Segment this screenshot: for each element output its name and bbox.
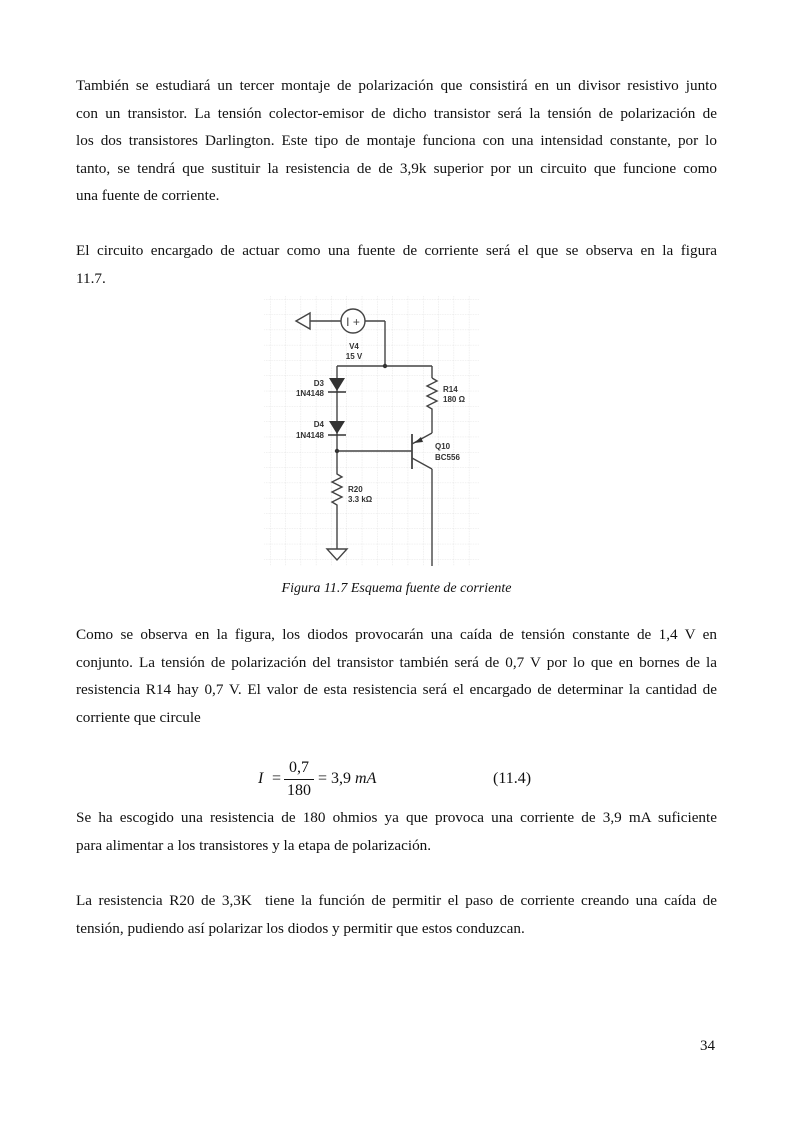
svg-text:D3: D3 (313, 379, 324, 388)
text-line: resistencia R14 hay 0,7 V. El valor de esta resistencia será el encargado de determinar la cantidad de (76, 681, 717, 698)
current-source-icon (341, 309, 365, 333)
equation-numerator: 0,7 (289, 759, 309, 776)
svg-text:I +: I + (346, 315, 360, 329)
equation-number: (11.4) (493, 770, 532, 787)
equation-denominator: 180 (287, 782, 311, 799)
equation-fraction (284, 758, 314, 801)
text-line: También se estudiará un tercer montaje de polarización que consistirá en un divisor resistivo junto (76, 77, 717, 94)
text-line: Se ha escogido una resistencia de 180 ohmios ya que provoca una corriente de 3,9 mA suficiente (76, 809, 717, 826)
paragraph-r20 (76, 887, 717, 942)
figure-caption: Figura 11.7 Esquema fuente de corriente (281, 581, 512, 596)
text-line: conjunto. La tensión de polarización del transistor también será de 0,7 V por lo que en bornes de la (76, 653, 717, 671)
text-line: una fuente de corriente. (76, 187, 220, 204)
svg-text:R14: R14 (443, 385, 458, 394)
page-number: 34 (700, 1038, 715, 1054)
equation-11-4 (0, 758, 793, 808)
circuit-figure (264, 296, 479, 566)
svg-text:1N4148: 1N4148 (295, 389, 324, 398)
equation-lhs: I (258, 770, 264, 787)
fraction-bar (284, 779, 314, 780)
paragraph-circuit-ref (76, 237, 717, 292)
text-line: Como se observa en la figura, los diodos provocarán una caída de tensión constante de 1,4 V en (76, 626, 717, 643)
paragraph-resistor-choice (76, 804, 717, 859)
text-line: La resistencia R20 de 3,3K tiene la función de permitir el paso de corriente creando una caída de (76, 892, 717, 909)
paragraph-diodes (76, 621, 717, 731)
junction-dot (335, 449, 339, 453)
text-line: con un transistor. La tensión colector-emisor de dicho transistor será la tensión de polarización de (76, 104, 717, 122)
text-line: los dos transistores Darlington. Este tipo de montaje funciona con una intensidad constante, por lo (76, 132, 717, 149)
text-line: El circuito encargado de actuar como una fuente de corriente será el que se observa en la figura (76, 242, 717, 259)
svg-text:Q10: Q10 (435, 442, 451, 451)
svg-text:3.3 kΩ: 3.3 kΩ (348, 495, 373, 504)
svg-text:R20: R20 (348, 485, 363, 494)
svg-text:BC556: BC556 (435, 453, 460, 462)
junction-dot (383, 364, 387, 368)
svg-text:V4: V4 (349, 342, 359, 351)
text-line: 11.7. (76, 269, 106, 287)
svg-text:1N4148: 1N4148 (295, 431, 324, 440)
paragraph-intro (76, 72, 717, 210)
svg-text:D4: D4 (313, 420, 324, 429)
svg-text:15 V: 15 V (345, 352, 363, 361)
text-line: corriente que circule (76, 708, 201, 726)
equation-rhs-unit: mA (355, 770, 377, 787)
equation-rhs-value: = 3,9 (318, 770, 356, 787)
text-line: tensión, pudiendo así polarizar los diodos y permitir que estos conduzcan. (76, 919, 525, 937)
equation-equals: = (272, 770, 282, 787)
equation-rhs (318, 770, 376, 788)
text-line: tanto, se tendrá que sustituir la resistencia de de 3,9k superior por un circuito que funcione como (76, 159, 717, 177)
text-line: para alimentar a los transistores y la etapa de polarización. (76, 836, 432, 854)
svg-text:180 Ω: 180 Ω (443, 395, 465, 404)
